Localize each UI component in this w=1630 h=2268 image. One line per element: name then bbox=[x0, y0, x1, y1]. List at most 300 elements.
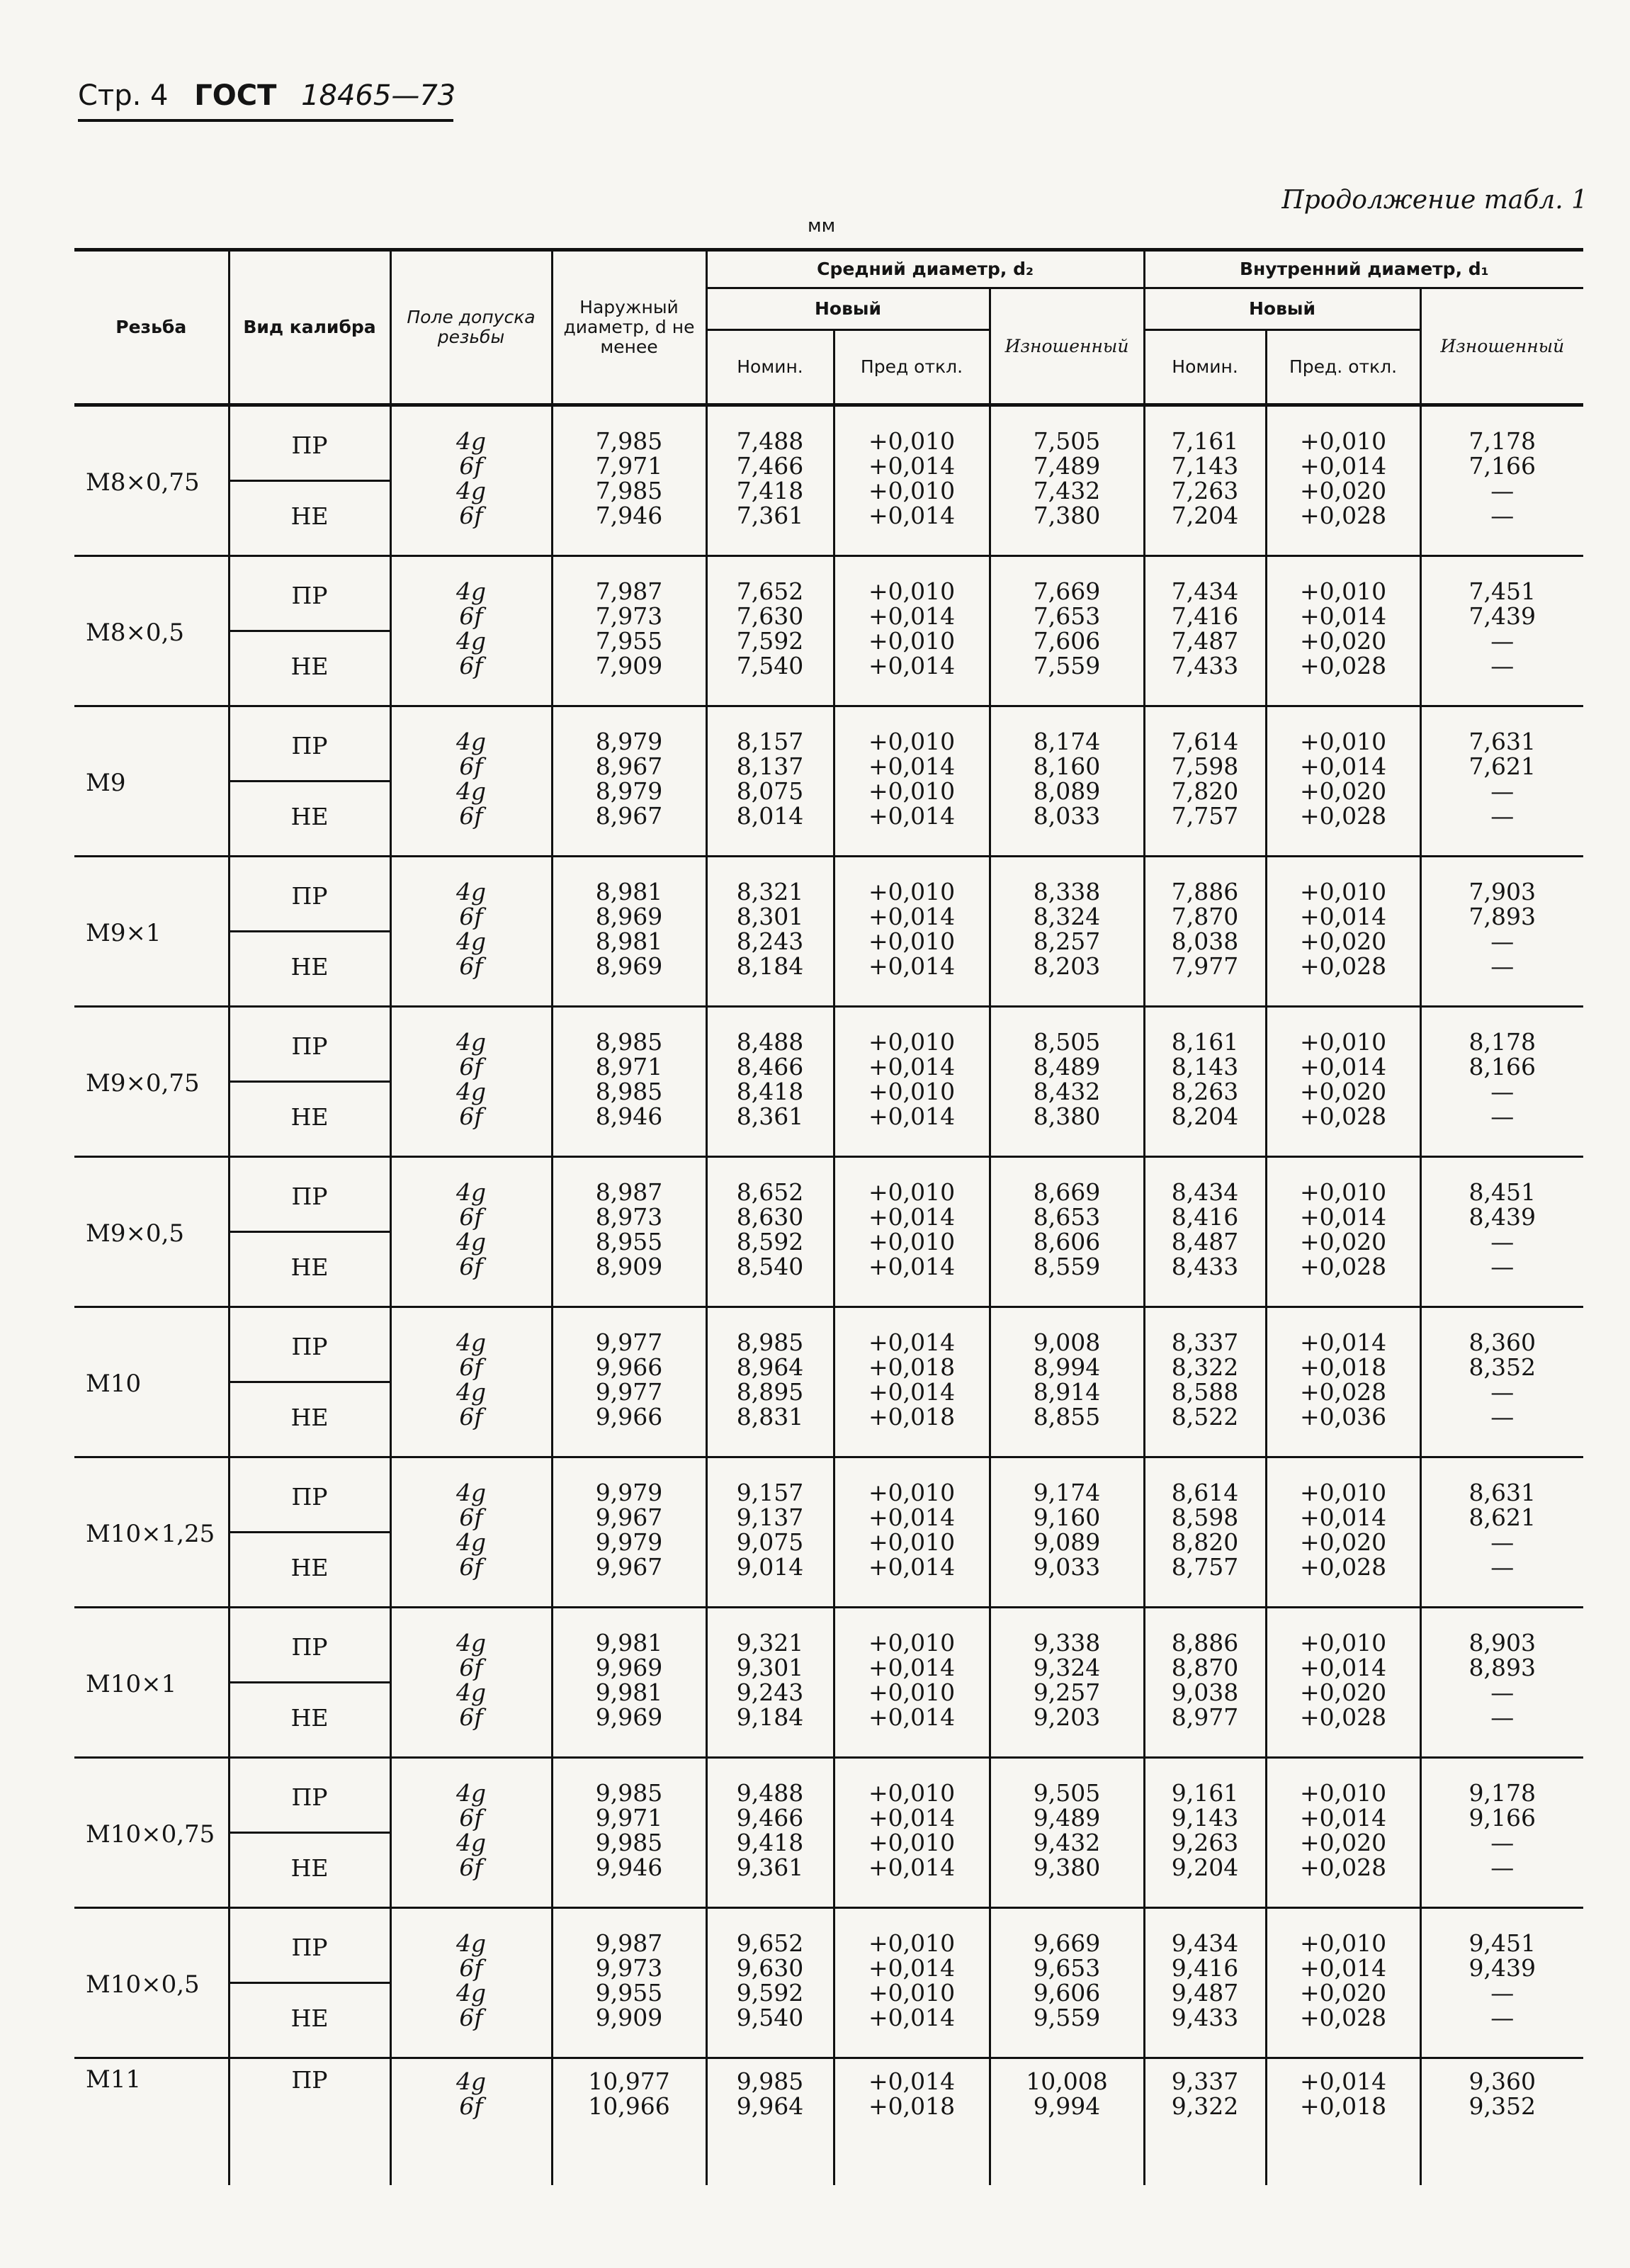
cell-value: 9,985 bbox=[736, 2067, 804, 2095]
cell-value: 8,831 bbox=[736, 1402, 804, 1431]
mean-nominal-values bbox=[706, 405, 834, 556]
mean-deviation-values bbox=[834, 1307, 990, 1457]
cell-value: 9,466 bbox=[736, 1803, 804, 1832]
thread-designation: М11 bbox=[86, 2065, 142, 2094]
cell-value: +0,028 bbox=[1299, 952, 1387, 980]
mean-nominal-values bbox=[706, 1608, 834, 1758]
cell-value: 8,161 bbox=[1171, 1027, 1239, 1056]
mean-worn-values bbox=[990, 405, 1144, 556]
inner-worn-values bbox=[1420, 706, 1583, 857]
cell-value: 7,955 bbox=[595, 626, 663, 655]
cell-value: +0,014 bbox=[1299, 451, 1387, 480]
cell-value: 9,322 bbox=[1171, 2092, 1239, 2120]
page-header bbox=[78, 79, 456, 122]
col-mean-new: Новый bbox=[706, 288, 990, 330]
mean-nominal-values bbox=[706, 1758, 834, 1908]
cell-value: +0,028 bbox=[1299, 651, 1387, 679]
cell-value: +0,014 bbox=[868, 1552, 956, 1581]
mean-worn-values bbox=[990, 556, 1144, 706]
cell-value: +0,014 bbox=[1299, 1803, 1387, 1832]
gauge-type-nogo: НЕ bbox=[229, 1833, 390, 1908]
cell-value: 8,588 bbox=[1171, 1377, 1239, 1406]
cell-value: 6f bbox=[459, 1353, 483, 1381]
cell-value: 8,621 bbox=[1468, 1503, 1536, 1531]
cell-value: 9,263 bbox=[1171, 1828, 1239, 1856]
cell-value: 8,432 bbox=[1033, 1077, 1101, 1105]
cell-value: 6f bbox=[459, 2003, 483, 2031]
mean-deviation-values bbox=[834, 556, 990, 706]
cell-value: 8,977 bbox=[1171, 1703, 1239, 1731]
cell-value: 6f bbox=[459, 1953, 483, 1982]
cell-value: 8,038 bbox=[1171, 927, 1239, 955]
cell-value: 8,489 bbox=[1033, 1052, 1101, 1081]
tolerance-values bbox=[390, 405, 552, 556]
cell-value: 9,559 bbox=[1033, 2003, 1101, 2031]
tolerance-values bbox=[390, 2058, 552, 2186]
cell-value: 4g bbox=[455, 1778, 487, 1807]
cell-value: 7,909 bbox=[595, 651, 663, 679]
cell-value: 7,946 bbox=[595, 501, 663, 529]
mean-worn-values bbox=[990, 706, 1144, 857]
cell-value: 6f bbox=[459, 1653, 483, 1681]
cell-value: 8,014 bbox=[736, 801, 804, 830]
cell-value: 4g bbox=[455, 427, 487, 455]
cell-value: 4g bbox=[455, 1377, 487, 1406]
cell-value: 9,324 bbox=[1033, 1653, 1101, 1681]
cell-value: +0,014 bbox=[868, 1653, 956, 1681]
thread-designation: М9×0,75 bbox=[86, 1069, 200, 1098]
inner-nominal-values bbox=[1144, 1758, 1266, 1908]
outer-diameter-values bbox=[552, 706, 706, 857]
cell-value: 8,979 bbox=[595, 777, 663, 805]
cell-value: +0,010 bbox=[868, 927, 956, 955]
inner-worn-values bbox=[1420, 405, 1583, 556]
thread-designation: М10×1,25 bbox=[86, 1520, 215, 1548]
outer-diameter-values bbox=[552, 1457, 706, 1608]
cell-value: 8,979 bbox=[595, 727, 663, 755]
cell-value: 8,204 bbox=[1171, 1102, 1239, 1130]
cell-value: 9,505 bbox=[1033, 1778, 1101, 1807]
cell-value: 7,598 bbox=[1171, 752, 1239, 780]
cell-value: 8,203 bbox=[1033, 952, 1101, 980]
cell-value: — bbox=[1490, 952, 1515, 980]
mean-worn-values bbox=[990, 1007, 1144, 1157]
cell-value: 4g bbox=[455, 2067, 487, 2095]
inner-worn-values bbox=[1420, 1608, 1583, 1758]
cell-value: 9,434 bbox=[1171, 1929, 1239, 1957]
cell-value: 9,418 bbox=[736, 1828, 804, 1856]
cell-value: 7,204 bbox=[1171, 501, 1239, 529]
tolerance-values bbox=[390, 857, 552, 1007]
cell-value: 8,540 bbox=[736, 1252, 804, 1280]
inner-worn-values bbox=[1420, 556, 1583, 706]
outer-diameter-values bbox=[552, 1908, 706, 2058]
cell-value: 6f bbox=[459, 2092, 483, 2120]
thread-designation: М10 bbox=[86, 1370, 142, 1398]
cell-value: +0,010 bbox=[868, 727, 956, 755]
col-inner-diameter: Внутренний диаметр, d₁ bbox=[1144, 250, 1583, 288]
tolerance-values bbox=[390, 706, 552, 857]
cell-value: 9,977 bbox=[595, 1377, 663, 1406]
cell-value: 7,614 bbox=[1171, 727, 1239, 755]
cell-value: +0,014 bbox=[868, 902, 956, 930]
thread-designation: М9 bbox=[86, 769, 126, 797]
inner-nominal-values bbox=[1144, 405, 1266, 556]
cell-value: — bbox=[1490, 501, 1515, 529]
cell-value: — bbox=[1490, 1552, 1515, 1581]
col-thread: Резьба bbox=[115, 317, 187, 337]
gauge-type-go: ПР bbox=[229, 1608, 390, 1683]
cell-value: 4g bbox=[455, 476, 487, 504]
cell-value: 4g bbox=[455, 1828, 487, 1856]
inner-nominal-values bbox=[1144, 1457, 1266, 1608]
inner-deviation-values bbox=[1266, 556, 1420, 706]
cell-value: 9,979 bbox=[595, 1528, 663, 1556]
cell-value: 9,160 bbox=[1033, 1503, 1101, 1531]
gauge-type-go: ПР bbox=[229, 857, 390, 932]
cell-value: 8,360 bbox=[1468, 1328, 1536, 1356]
tolerance-values bbox=[390, 1157, 552, 1307]
cell-value: 8,522 bbox=[1171, 1402, 1239, 1431]
cell-value: 8,653 bbox=[1033, 1202, 1101, 1231]
thread-group bbox=[74, 1608, 1583, 1758]
thread-group bbox=[74, 1007, 1583, 1157]
cell-value: +0,010 bbox=[868, 1828, 956, 1856]
gauge-type-go: ПР bbox=[229, 1908, 390, 1983]
cell-value: 9,653 bbox=[1033, 1953, 1101, 1982]
cell-value: +0,010 bbox=[868, 1227, 956, 1256]
thread-designation: М8×0,5 bbox=[86, 619, 185, 647]
cell-value: 9,964 bbox=[736, 2092, 804, 2120]
cell-value: 8,361 bbox=[736, 1102, 804, 1130]
outer-diameter-values bbox=[552, 857, 706, 1007]
mean-deviation-values bbox=[834, 2058, 990, 2186]
cell-value: 8,592 bbox=[736, 1227, 804, 1256]
cell-value: 8,178 bbox=[1468, 1027, 1536, 1056]
cell-value: +0,014 bbox=[868, 451, 956, 480]
cell-value: +0,014 bbox=[868, 1703, 956, 1731]
cell-value: 9,973 bbox=[595, 1953, 663, 1982]
thread-group bbox=[74, 1307, 1583, 1457]
mean-worn-values bbox=[990, 1608, 1144, 1758]
thread-group bbox=[74, 1157, 1583, 1307]
tolerance-values bbox=[390, 1908, 552, 2058]
cell-value: 9,203 bbox=[1033, 1703, 1101, 1731]
cell-value: +0,014 bbox=[1299, 1328, 1387, 1356]
cell-value: 8,969 bbox=[595, 952, 663, 980]
cell-value: 8,143 bbox=[1171, 1052, 1239, 1081]
cell-value: +0,014 bbox=[868, 1853, 956, 1881]
cell-value: +0,028 bbox=[1299, 1703, 1387, 1731]
cell-value: 7,505 bbox=[1033, 427, 1101, 455]
mean-deviation-values bbox=[834, 1457, 990, 1608]
cell-value: +0,020 bbox=[1299, 1227, 1387, 1256]
cell-value: +0,018 bbox=[1299, 2092, 1387, 2120]
thread-group bbox=[74, 706, 1583, 857]
cell-value: 8,321 bbox=[736, 877, 804, 905]
cell-value: 6f bbox=[459, 1252, 483, 1280]
cell-value: 9,630 bbox=[736, 1953, 804, 1982]
inner-worn-values bbox=[1420, 2058, 1583, 2186]
cell-value: +0,014 bbox=[868, 1803, 956, 1832]
cell-value: 7,973 bbox=[595, 602, 663, 630]
cell-value: — bbox=[1490, 626, 1515, 655]
inner-nominal-values bbox=[1144, 1307, 1266, 1457]
inner-nominal-values bbox=[1144, 1007, 1266, 1157]
cell-value: +0,014 bbox=[868, 1328, 956, 1356]
cell-value: +0,010 bbox=[868, 1027, 956, 1056]
cell-value: 7,434 bbox=[1171, 577, 1239, 605]
cell-value: +0,014 bbox=[1299, 602, 1387, 630]
inner-nominal-values bbox=[1144, 706, 1266, 857]
cell-value: 8,322 bbox=[1171, 1353, 1239, 1381]
cell-value: +0,028 bbox=[1299, 1552, 1387, 1581]
cell-value: 8,352 bbox=[1468, 1353, 1536, 1381]
inner-deviation-values bbox=[1266, 1758, 1420, 1908]
cell-value: +0,014 bbox=[1299, 1503, 1387, 1531]
inner-worn-values bbox=[1420, 1307, 1583, 1457]
mean-deviation-values bbox=[834, 1758, 990, 1908]
cell-value: 8,987 bbox=[595, 1178, 663, 1206]
cell-value: 9,137 bbox=[736, 1503, 804, 1531]
cell-value: — bbox=[1490, 2003, 1515, 2031]
cell-value: 8,505 bbox=[1033, 1027, 1101, 1056]
cell-value: 8,418 bbox=[736, 1077, 804, 1105]
inner-deviation-values bbox=[1266, 1608, 1420, 1758]
cell-value: 7,653 bbox=[1033, 602, 1101, 630]
cell-value: 9,174 bbox=[1033, 1478, 1101, 1506]
cell-value: +0,014 bbox=[1299, 1653, 1387, 1681]
cell-value: +0,010 bbox=[1299, 1178, 1387, 1206]
cell-value: 9,337 bbox=[1171, 2067, 1239, 2095]
cell-value: 8,981 bbox=[595, 927, 663, 955]
cell-value: 9,361 bbox=[736, 1853, 804, 1881]
cell-value: 8,631 bbox=[1468, 1478, 1536, 1506]
cell-value: +0,020 bbox=[1299, 1678, 1387, 1706]
cell-value: +0,014 bbox=[868, 2003, 956, 2031]
mean-deviation-values bbox=[834, 857, 990, 1007]
cell-value: 8,981 bbox=[595, 877, 663, 905]
cell-value: 7,418 bbox=[736, 476, 804, 504]
cell-value: 7,592 bbox=[736, 626, 804, 655]
cell-value: +0,014 bbox=[868, 952, 956, 980]
cell-value: 8,184 bbox=[736, 952, 804, 980]
units-label: мм bbox=[808, 215, 836, 237]
table-row bbox=[74, 1608, 1583, 1683]
cell-value: +0,010 bbox=[868, 626, 956, 655]
cell-value: — bbox=[1490, 1853, 1515, 1881]
cell-value: +0,028 bbox=[1299, 801, 1387, 830]
cell-value: 9,380 bbox=[1033, 1853, 1101, 1881]
mean-nominal-values bbox=[706, 1007, 834, 1157]
mean-nominal-values bbox=[706, 857, 834, 1007]
col-outer-diameter: Наружный диаметр, d не менее bbox=[552, 250, 706, 405]
inner-deviation-values bbox=[1266, 1908, 1420, 2058]
cell-value: 7,416 bbox=[1171, 602, 1239, 630]
cell-value: 6f bbox=[459, 651, 483, 679]
cell-value: 9,033 bbox=[1033, 1552, 1101, 1581]
cell-value: 7,621 bbox=[1468, 752, 1536, 780]
tolerance-values bbox=[390, 1007, 552, 1157]
outer-diameter-values bbox=[552, 556, 706, 706]
table-row bbox=[74, 556, 1583, 631]
gauge-type-go: ПР bbox=[229, 1157, 390, 1232]
cell-value: 4g bbox=[455, 1978, 487, 2007]
cell-value: +0,028 bbox=[1299, 1853, 1387, 1881]
cell-value: +0,010 bbox=[868, 1778, 956, 1807]
cell-value: +0,010 bbox=[868, 1178, 956, 1206]
cell-value: 6f bbox=[459, 801, 483, 830]
cell-value: 7,488 bbox=[736, 427, 804, 455]
cell-value: 6f bbox=[459, 1703, 483, 1731]
mean-worn-values bbox=[990, 1908, 1144, 2058]
cell-value: 9,008 bbox=[1033, 1328, 1101, 1356]
cell-value: 8,652 bbox=[736, 1178, 804, 1206]
cell-value: +0,010 bbox=[868, 1678, 956, 1706]
cell-value: +0,020 bbox=[1299, 1528, 1387, 1556]
cell-value: +0,014 bbox=[1299, 1052, 1387, 1081]
cell-value: 9,981 bbox=[595, 1678, 663, 1706]
mean-worn-values bbox=[990, 1307, 1144, 1457]
cell-value: 4g bbox=[455, 927, 487, 955]
cell-value: 7,886 bbox=[1171, 877, 1239, 905]
cell-value: 8,903 bbox=[1468, 1628, 1536, 1657]
cell-value: +0,010 bbox=[868, 1978, 956, 2007]
gauge-type-nogo: НЕ bbox=[229, 1082, 390, 1157]
mean-nominal-values bbox=[706, 2058, 834, 2186]
inner-nominal-values bbox=[1144, 1608, 1266, 1758]
gauge-type-go: ПР bbox=[229, 706, 390, 782]
table-row bbox=[74, 1007, 1583, 1082]
table-row bbox=[74, 1758, 1583, 1833]
cell-value: +0,014 bbox=[868, 602, 956, 630]
cell-value: 8,466 bbox=[736, 1052, 804, 1081]
page-number: Стр. 4 bbox=[78, 79, 169, 112]
tolerance-values bbox=[390, 1758, 552, 1908]
cell-value: +0,010 bbox=[868, 1628, 956, 1657]
cell-value: 9,981 bbox=[595, 1628, 663, 1657]
cell-value: 6f bbox=[459, 1803, 483, 1832]
cell-value: 6f bbox=[459, 1202, 483, 1231]
table-row bbox=[74, 405, 1583, 481]
cell-value: +0,014 bbox=[868, 752, 956, 780]
tolerance-values bbox=[390, 1307, 552, 1457]
cell-value: 8,855 bbox=[1033, 1402, 1101, 1431]
cell-value: +0,014 bbox=[868, 801, 956, 830]
outer-diameter-values bbox=[552, 1608, 706, 1758]
table-header bbox=[74, 250, 1583, 405]
cell-value: 9,433 bbox=[1171, 2003, 1239, 2031]
cell-value: 7,987 bbox=[595, 577, 663, 605]
cell-value: 9,143 bbox=[1171, 1803, 1239, 1832]
cell-value: 9,540 bbox=[736, 2003, 804, 2031]
mean-nominal-values bbox=[706, 1908, 834, 2058]
cell-value: 7,432 bbox=[1033, 476, 1101, 504]
cell-value: 9,178 bbox=[1468, 1778, 1536, 1807]
cell-value: 8,487 bbox=[1171, 1227, 1239, 1256]
table-row bbox=[74, 706, 1583, 782]
cell-value: 8,955 bbox=[595, 1227, 663, 1256]
cell-value: +0,020 bbox=[1299, 476, 1387, 504]
mean-deviation-values bbox=[834, 1908, 990, 2058]
cell-value: 8,985 bbox=[595, 1027, 663, 1056]
cell-value: +0,014 bbox=[868, 1503, 956, 1531]
cell-value: +0,018 bbox=[868, 2092, 956, 2120]
cell-value: 6f bbox=[459, 1402, 483, 1431]
inner-deviation-values bbox=[1266, 1457, 1420, 1608]
cell-value: +0,014 bbox=[1299, 1953, 1387, 1982]
cell-value: 7,487 bbox=[1171, 626, 1239, 655]
inner-nominal-values bbox=[1144, 1908, 1266, 2058]
cell-value: 9,338 bbox=[1033, 1628, 1101, 1657]
cell-value: 8,166 bbox=[1468, 1052, 1536, 1081]
thread-designation: М9×0,5 bbox=[86, 1219, 185, 1248]
cell-value: +0,014 bbox=[1299, 1202, 1387, 1231]
cell-value: +0,028 bbox=[1299, 1377, 1387, 1406]
cell-value: 9,994 bbox=[1033, 2092, 1101, 2120]
cell-value: 9,967 bbox=[595, 1552, 663, 1581]
cell-value: +0,028 bbox=[1299, 1252, 1387, 1280]
cell-value: 4g bbox=[455, 577, 487, 605]
cell-value: 4g bbox=[455, 877, 487, 905]
outer-diameter-values bbox=[552, 1157, 706, 1307]
cell-value: 6f bbox=[459, 902, 483, 930]
cell-value: 8,559 bbox=[1033, 1252, 1101, 1280]
gauge-type-nogo: НЕ bbox=[229, 932, 390, 1007]
cell-value: 9,652 bbox=[736, 1929, 804, 1957]
inner-worn-values bbox=[1420, 1908, 1583, 2058]
inner-worn-values bbox=[1420, 1007, 1583, 1157]
mean-nominal-values bbox=[706, 706, 834, 857]
cell-value: 8,416 bbox=[1171, 1202, 1239, 1231]
cell-value: 9,301 bbox=[736, 1653, 804, 1681]
cell-value: 7,630 bbox=[736, 602, 804, 630]
cell-value: +0,036 bbox=[1299, 1402, 1387, 1431]
cell-value: +0,020 bbox=[1299, 1978, 1387, 2007]
thread-designation: М10×1 bbox=[86, 1670, 177, 1698]
col-inner-worn: Изношенный bbox=[1420, 288, 1583, 405]
table-row bbox=[74, 857, 1583, 932]
cell-value: 7,652 bbox=[736, 577, 804, 605]
cell-value: 9,979 bbox=[595, 1478, 663, 1506]
cell-value: 7,606 bbox=[1033, 626, 1101, 655]
cell-value: +0,020 bbox=[1299, 626, 1387, 655]
cell-value: +0,010 bbox=[1299, 1778, 1387, 1807]
mean-worn-values bbox=[990, 857, 1144, 1007]
cell-value: 9,955 bbox=[595, 1978, 663, 2007]
cell-value: 8,630 bbox=[736, 1202, 804, 1231]
cell-value: 8,893 bbox=[1468, 1653, 1536, 1681]
cell-value: 8,380 bbox=[1033, 1102, 1101, 1130]
cell-value: +0,010 bbox=[868, 1478, 956, 1506]
cell-value: — bbox=[1490, 651, 1515, 679]
gauge-type-nogo: НЕ bbox=[229, 1382, 390, 1457]
gauge-type-go: ПР bbox=[229, 556, 390, 631]
cell-value: 7,985 bbox=[595, 476, 663, 504]
mean-nominal-values bbox=[706, 1157, 834, 1307]
cell-value: 9,966 bbox=[595, 1402, 663, 1431]
cell-value: 8,598 bbox=[1171, 1503, 1239, 1531]
cell-value: — bbox=[1490, 1678, 1515, 1706]
cell-value: 9,257 bbox=[1033, 1678, 1101, 1706]
cell-value: 7,361 bbox=[736, 501, 804, 529]
cell-value: +0,020 bbox=[1299, 927, 1387, 955]
cell-value: 7,161 bbox=[1171, 427, 1239, 455]
thread-group bbox=[74, 1908, 1583, 2058]
cell-value: 7,433 bbox=[1171, 651, 1239, 679]
cell-value: 6f bbox=[459, 1102, 483, 1130]
cell-value: — bbox=[1490, 801, 1515, 830]
